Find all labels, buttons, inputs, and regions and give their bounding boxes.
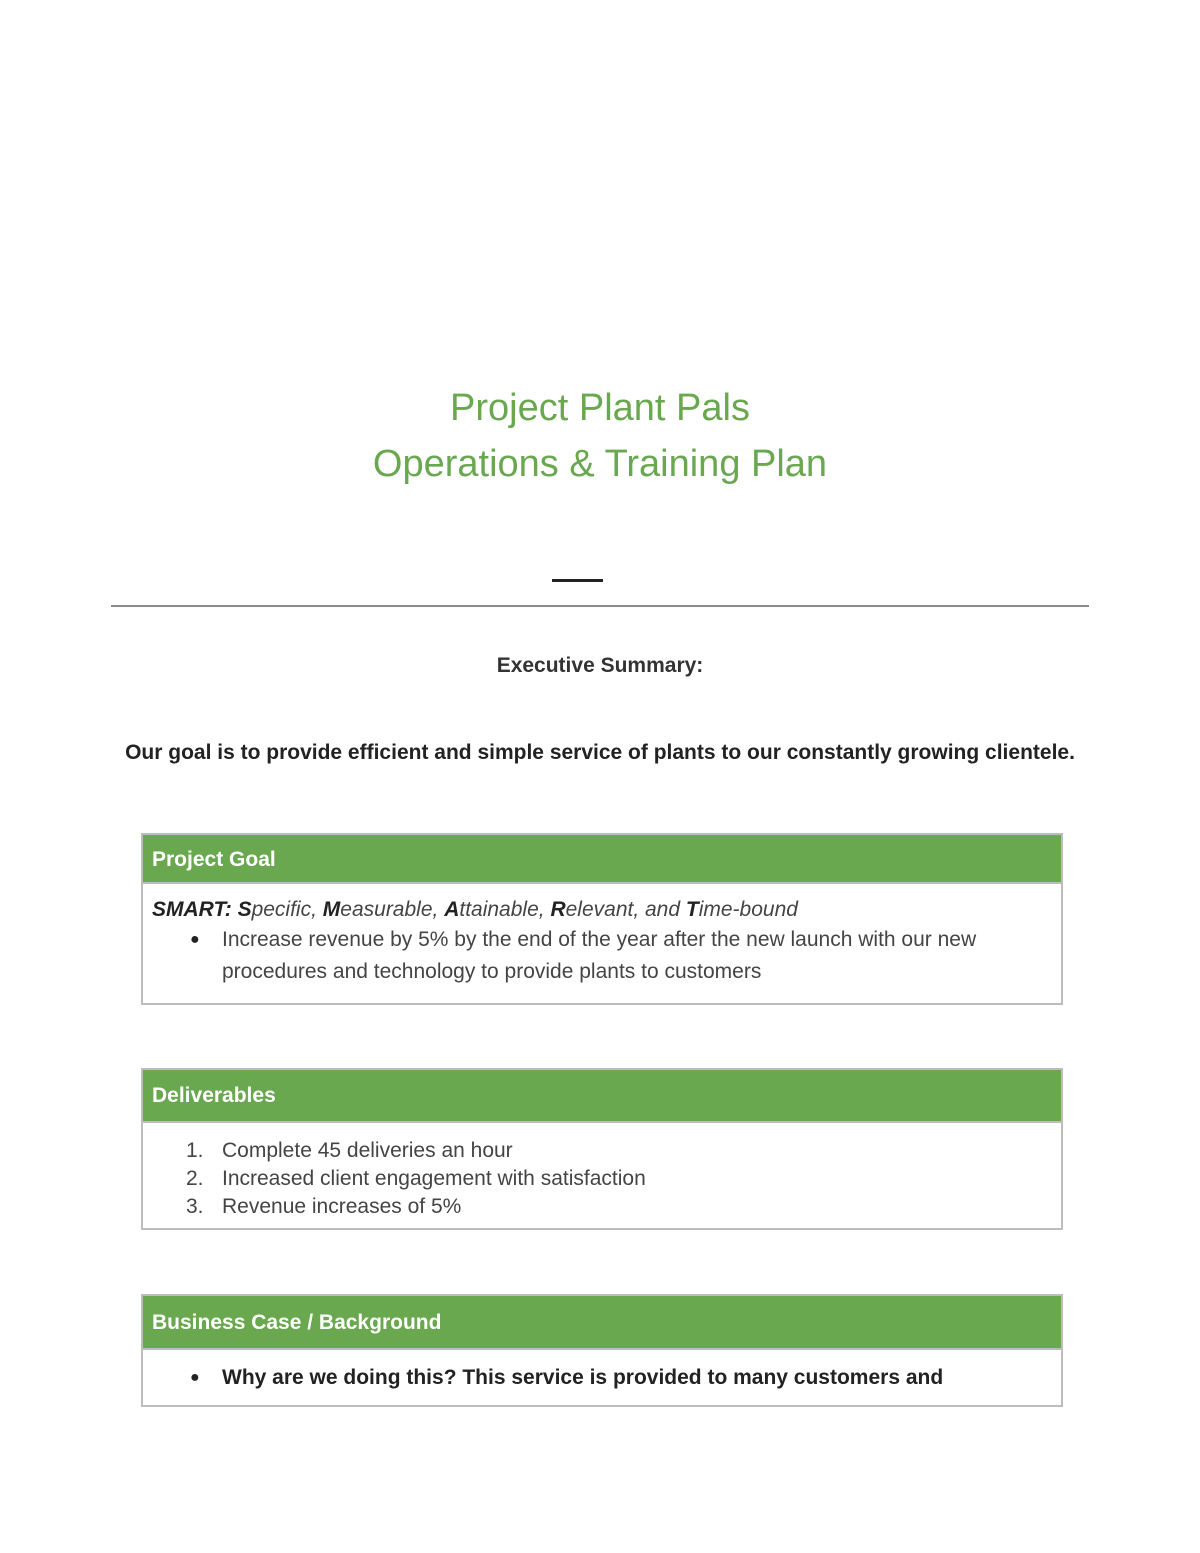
list-item [152, 1193, 1052, 1221]
title-line-1: Project Plant Pals [450, 387, 750, 429]
smart-initial: S [237, 898, 252, 921]
smart-prefix: SMART: [152, 898, 232, 921]
smart-line [152, 896, 1052, 924]
project-goal-header: Project Goal [143, 835, 1061, 884]
list-item [152, 1362, 1052, 1394]
bullet-icon: ● [190, 931, 200, 948]
smart-initial: T [685, 898, 699, 921]
horizontal-rule [111, 605, 1089, 607]
list-item [152, 924, 1052, 988]
goal-statement: Our goal is to provide efficient and simple service of plants to our constantly growing clientele. [125, 741, 1075, 764]
deliverable-text: Revenue increases of 5% [222, 1195, 462, 1218]
deliverable-text: Increased client engagement with satisfaction [222, 1167, 646, 1190]
smart-term-rest: easurable, [340, 898, 445, 921]
title-line-2: Operations & Training Plan [372, 443, 828, 485]
document-title [0, 380, 1200, 492]
short-divider [552, 579, 603, 582]
deliverable-text: Complete 45 deliveries an hour [222, 1139, 513, 1162]
deliverables-box [141, 1068, 1063, 1230]
business-case-box [141, 1294, 1063, 1407]
list-number: 1. [186, 1139, 204, 1162]
smart-term-rest: elevant, and [565, 898, 686, 921]
list-number: 3. [186, 1195, 204, 1218]
business-case-header: Business Case / Background [143, 1296, 1061, 1350]
business-case-body [143, 1350, 1061, 1394]
bullet-icon: ● [190, 1369, 200, 1386]
project-goal-body [143, 884, 1061, 988]
smart-initial: M [322, 898, 341, 921]
smart-term-rest: ttainable, [459, 898, 551, 921]
project-goal-box [141, 833, 1063, 1005]
list-item [152, 1137, 1052, 1165]
smart-initial: R [550, 898, 566, 921]
deliverables-body [143, 1123, 1061, 1221]
list-number: 2. [186, 1167, 204, 1190]
business-case-bullet-text: Why are we doing this? This service is provided to many customers and [222, 1366, 944, 1389]
smart-term-rest: ime-bound [698, 898, 798, 921]
goal-bullet-text: Increase revenue by 5% by the end of the year after the new launch with our new procedures and technology to provide plants to customers [222, 928, 977, 983]
deliverables-header: Deliverables [143, 1070, 1061, 1123]
smart-initial: A [444, 898, 460, 921]
smart-term-rest: pecific, [251, 898, 323, 921]
smart-terms [238, 898, 798, 921]
executive-summary-heading: Executive Summary: [496, 654, 704, 677]
list-item [152, 1165, 1052, 1193]
